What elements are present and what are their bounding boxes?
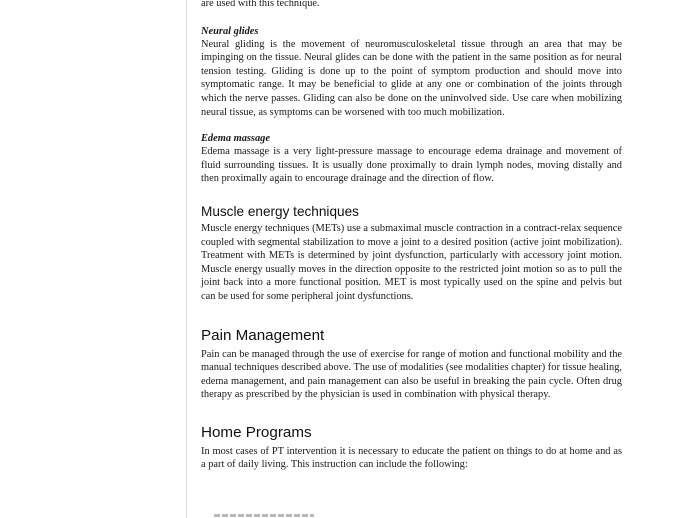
edema-massage-paragraph: Edema massage is a very light-pressure massage to encourage edema drainage and movement of fluid surrounding tissues. It is usually done proximally to drain lymph nodes, moving distally and then proximally again to encourage drainage and the direction of flow. xyxy=(201,146,622,185)
top-fragment-paragraph: are used with this technique. xyxy=(201,0,320,9)
muscle-energy-heading: Muscle energy techniques xyxy=(201,203,359,219)
cut-off-list-item xyxy=(214,512,334,518)
muscle-energy-paragraph: Muscle energy techniques (METs) use a submaximal muscle contraction in a contract-relax sequence coupled with segmental stabilization to move a joint to a desired position (active joint mobilization). Treatment with METs is determined by joint dysfunction, particularly with accessory joint motion. Muscle energy usually moves in the direction opposite to the restricted joint motion so as to pull the joint back into a more functional position. MET is most typically used on the spine and pelvis but can be used for some peripheral joint dysfunctions. xyxy=(201,222,622,302)
home-programs-paragraph: In most cases of PT intervention it is necessary to educate the patient on things to do at home and as a part of daily living. This instruction can include the following: xyxy=(201,445,622,471)
neural-glides-paragraph: Neural gliding is the movement of neuromusculoskeletal tissue through an area that may be impinging on the tissue. Neural glides can be done with the patient in the same position as for neural tension testing. Gliding is done up to the point of symptom production and should move into symptomatic range. It may be beneficial to glide at any one or combination of the joints through which the nerve passes. Gliding can also be done on the uninvolved side. Use care when mobilizing neural tissue, as symptoms can be worsened with too much mobilization. xyxy=(201,38,622,118)
edema-massage-heading: Edema massage xyxy=(201,133,270,145)
section-home-programs xyxy=(201,423,622,472)
section-muscle-energy xyxy=(201,203,622,304)
cut-off-text-marks xyxy=(214,514,314,517)
page-content xyxy=(201,0,622,472)
section-neural-glides xyxy=(201,25,622,120)
margin-rule xyxy=(186,0,187,518)
pain-management-heading: Pain Management xyxy=(201,326,325,344)
section-edema-massage xyxy=(201,132,622,186)
section-pain-management xyxy=(201,326,622,402)
neural-glides-heading: Neural glides xyxy=(201,25,259,37)
pain-management-paragraph: Pain can be managed through the use of exercise for range of motion and functional mobility and the manual techniques described above. The use of modalities (see modalities chapter) for tissue healing, edema management, and pain management can also be useful in breaking the pain cycle. Often drug therapy as prescribed by the physician is used in combination with physical therapy. xyxy=(201,348,622,401)
home-programs-heading: Home Programs xyxy=(201,423,312,441)
